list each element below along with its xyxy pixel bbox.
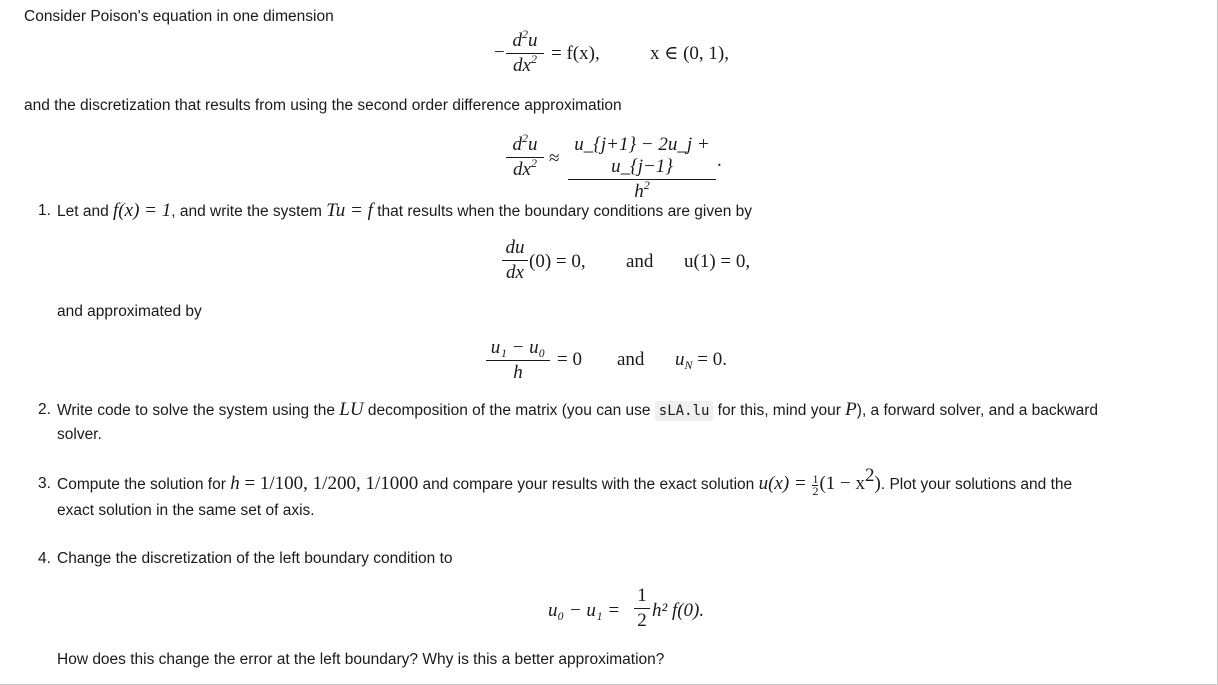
eq2-rhs-num: u_{j+1} − 2u_j + u_{j−1} bbox=[574, 134, 710, 177]
eq2-rhs-den: h bbox=[634, 181, 644, 203]
item3-math-u: u(x) = bbox=[758, 473, 812, 494]
item1-text-c: that results when the boundary conditions are given by bbox=[372, 203, 753, 220]
item1-approx-text: and approximated by bbox=[57, 303, 202, 320]
eq1-den-sup: 2 bbox=[530, 52, 537, 67]
item1-ap-rhs: = 0 bbox=[557, 349, 582, 370]
item2-text-e: solver. bbox=[57, 426, 102, 443]
eq1-num-sup: 2 bbox=[522, 27, 528, 41]
item1-ap-right-sub: N bbox=[684, 358, 693, 372]
item4-eq-num: 1 bbox=[637, 585, 647, 606]
eq1-domain bbox=[650, 43, 729, 65]
eq2-lhs-den-sup: 2 bbox=[530, 156, 537, 171]
item2-math-a: LU bbox=[339, 399, 364, 420]
item3-math-h: h bbox=[230, 473, 240, 494]
item4-eq-rhs: h² f(0). bbox=[652, 600, 705, 621]
eq2-rhs-fraction bbox=[568, 134, 716, 203]
item2-line bbox=[57, 400, 1098, 421]
eq2-lhs-num: d bbox=[512, 134, 522, 155]
item2-code: sLA.lu bbox=[655, 401, 714, 421]
item1-text-a: Let and bbox=[57, 203, 114, 220]
item1-ap-right-rhs: = 0. bbox=[692, 349, 727, 370]
item3-text-a: Compute the solution for bbox=[57, 476, 231, 493]
intro-text-2: and the discretization that results from using the second order difference approximation bbox=[24, 97, 622, 114]
item1-ap-fraction bbox=[486, 337, 550, 384]
item1-ap-num: u₁ − u₀ bbox=[490, 337, 546, 358]
eq1-rhs bbox=[551, 43, 600, 65]
item3-number: 3. bbox=[38, 475, 51, 492]
item3-math-vals: = 1/100, 1/200, 1/1000 bbox=[239, 473, 419, 494]
eq1-den: dx bbox=[513, 55, 531, 77]
item2-text-b: decomposition of the matrix (you can use bbox=[363, 402, 655, 419]
item4-eq-lhs: u₀ − u₁ = bbox=[548, 600, 621, 621]
item3-math-close: ) bbox=[874, 473, 881, 494]
item3-line bbox=[57, 465, 1073, 498]
item1-bc-rhs: (0) = 0, bbox=[529, 251, 586, 272]
eq2-rhs-den-sup: 2 bbox=[643, 178, 650, 193]
intro-text: Consider Poison's equation in one dimension bbox=[24, 8, 334, 25]
item1-ap-right bbox=[675, 349, 727, 371]
item3-text-d: exact solution in the same set of axis. bbox=[57, 502, 315, 519]
item4-eq-den: 2 bbox=[637, 610, 647, 632]
item2-math-b: P bbox=[845, 399, 857, 420]
eq2-lhs-fraction bbox=[506, 131, 544, 181]
item4-eq-fraction bbox=[634, 585, 650, 632]
item3-math-rest: (1 − x bbox=[819, 473, 866, 494]
item1-math-b: Tu = f bbox=[326, 200, 373, 221]
item1-bc-den: dx bbox=[506, 262, 524, 284]
item3-half-den: 2 bbox=[812, 484, 819, 498]
item2-text-c: for this, mind your bbox=[713, 402, 846, 419]
item4-question: How does this change the error at the left boundary? Why is this a better approximation? bbox=[57, 651, 665, 668]
item1-ap-and: and bbox=[617, 349, 645, 370]
item3-text-c: . Plot your solutions and the bbox=[880, 476, 1073, 493]
eq1-num-var: u bbox=[528, 30, 538, 51]
item1-math-a: f(x) = 1 bbox=[113, 200, 172, 221]
item1-ap-den: h bbox=[513, 362, 523, 384]
item3-half-fraction bbox=[812, 474, 818, 497]
eq2-lhs-var: u bbox=[528, 134, 538, 155]
eq2-approx: ≈ bbox=[549, 148, 560, 169]
item2-number: 2. bbox=[38, 401, 51, 418]
item1-bc-num: du bbox=[505, 237, 525, 258]
item1-bc-fraction bbox=[502, 237, 528, 284]
item1-text-b: , and write the system bbox=[171, 203, 327, 220]
item1-ap-right-var: u bbox=[675, 349, 685, 370]
item3-text-b: and compare your results with the exact solution bbox=[418, 476, 759, 493]
eq2-end: . bbox=[717, 150, 722, 171]
eq1-domain-text: x ∈ (0, 1), bbox=[650, 43, 729, 64]
eq2-lhs-sup: 2 bbox=[522, 131, 528, 145]
eq1-fraction bbox=[506, 27, 544, 77]
eq1-num-d: d bbox=[512, 30, 522, 51]
eq2-lhs-den: dx bbox=[513, 159, 531, 181]
eq1-rhs-text: = f(x), bbox=[551, 43, 600, 64]
item1-line bbox=[57, 201, 752, 222]
eq1-minus: − bbox=[494, 42, 505, 63]
item3-half-num: 1 bbox=[812, 472, 819, 486]
item3-math-sup: 2 bbox=[865, 465, 875, 486]
item2-text-d: ), a forward solver, and a backward bbox=[856, 402, 1099, 419]
item1-number: 1. bbox=[38, 202, 51, 219]
item4-text-a: Change the discretization of the left boundary condition to bbox=[57, 550, 453, 567]
item4-number: 4. bbox=[38, 550, 51, 567]
item1-bc-right: u(1) = 0, bbox=[684, 251, 751, 272]
item1-bc-and: and bbox=[626, 251, 654, 272]
item2-text-a: Write code to solve the system using the bbox=[57, 402, 340, 419]
